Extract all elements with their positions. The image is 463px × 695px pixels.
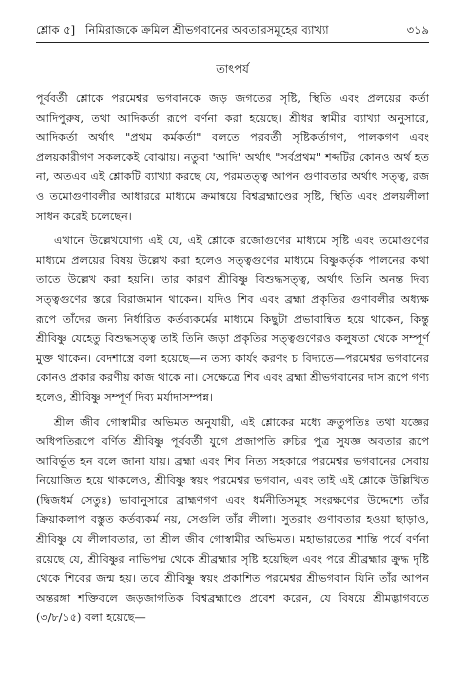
text-line: প্রভাবান্বিত হয়ে থাকেন, কিন্তু শ্রীবিষ্ণু যেহেতু বিশুদ্ধসত্ত্ব তাই তিনি জড়া প্রকৃতির [36, 312, 429, 346]
text-line: পূর্ববর্তী শ্লোকে পরমেশ্বর ভগবানকে জড় জগতের সৃষ্টি, স্থিতি এবং প্রলয়ের কর্তা [36, 92, 429, 105]
paragraph [36, 413, 429, 629]
text-line: এখানে উল্লেখযোগ্য এই যে, এই শ্লোকে রজোগুণের মাধ্যমে সৃষ্টি এবং [54, 234, 374, 248]
text-line: স্থিতি এবং প্রলয়লীলা সাধন করেই চলেছেন। [36, 189, 429, 223]
text-line: না। সেক্ষেত্রে শিব এবং ব্রহ্মা শ্রীভগবানের দাস রূপে গণ্য হলেও, শ্রীবিষ্ণু সম্পূর্ণ [36, 371, 430, 404]
paragraph [36, 231, 429, 407]
text-line: যজ্ঞের অধিপতিরূপে বর্ণিত শ্রীবিষ্ণু পূর্ববর্তী যুগে প্রজাপতি রুচির পুত্র সুযজ্ঞ [36, 415, 429, 449]
paragraph [36, 89, 429, 226]
text-line: পরমেশ্বর ভগবানের সেবায় নিয়োজিত হয়ে থাকলেও, শ্রীবিষ্ণু স্বয়ং পরমেশ্বর [36, 454, 429, 488]
text-line: আদিপুরুষ, তথা আদিকর্তা রূপে বর্ণনা করা হয়েছে। শ্রীধর স্বামীর ব্যাখ্যা অনুসারে, [36, 111, 429, 125]
text-line: তা শ্রীল জীব গোস্বামীর অভিমত। মহাভারতের শান্তি পর্বে বর্ণনা রয়েছে যে, [36, 533, 429, 566]
text-line: তমোগুণের মাধ্যমে প্রলয়ের বিষয় উল্লেখ করা হলেও সত্ত্বগুণের মাধ্যমে বিষ্ণুকর্তৃক [36, 234, 429, 267]
text-line: শ্রীবিষ্ণুর নাভিপদ্ম থেকে শ্রীব্রহ্মার সৃষ্টি হয়েছিল এবং পরে শ্রীব্রহ্মার ক্রুদ্ধ দৃষ্টি [87, 552, 429, 566]
text-line: থেকে শিবের জন্ম হয়। তবে শ্রীবিষ্ণু স্বয়ং প্রকাশিত পরমেশ্বর শ্রীভগবান যিনি [36, 572, 375, 586]
text-line: তিনি অনন্ত দিব্য সত্ত্বগুণের স্তরে বিরাজমান থাকেন। যদিও শিব এবং ব্রহ্মা [36, 273, 429, 306]
text-line: প্রকৃতির গুণাবলীর অধ্যক্ষ রূপে তাঁদের জন্য নির্ধারিত কর্তব্যকর্মের মাধ্যমে কিছুটা [36, 292, 429, 326]
purport-text [36, 89, 429, 628]
text-line: সেগুলি তাঁর লীলা। সুতরাং গুণাবতার হওয়া ছাড়াও, শ্রীবিষ্ণু যে লীলাবতার, [36, 513, 429, 547]
text-line: প্রলয়কারীগণ সকলকেই বোঝায়। নতুবা 'আদি' অর্থাৎ "সর্বপ্রথম" শব্দটির কোনও [36, 150, 390, 164]
text-line: অর্থাৎ সত্ত্ব, রজ ও তমোগুণাবলীর আধাররে মাধ্যমে ক্রমান্বয়ে বিশ্বব্রহ্মাণ্ডের সৃষ্টি, [36, 170, 430, 203]
header-rule [36, 42, 429, 43]
text-line: তাঁর আপন অন্তরঙ্গা শক্তিবলে জড়জাগতিক বিশ্বব্রহ্মাণ্ডে প্রবেশ করেন, যে বিষয়ে [36, 572, 429, 605]
chapter-title: নিমিরাজকে ক্রমিল শ্রীভগবানের অবতারসমূহের ব্যাখ্যা [85, 23, 329, 37]
running-header [36, 22, 429, 38]
text-line: শ্রীল জীব গোস্বামীর অভিমত অনুযায়ী, এই শ্লোকের মধ্যে ক্রতুপতিঃ তথা [54, 415, 395, 429]
verse-reference: শ্লোক ৫] [36, 23, 76, 37]
text-line: সত্ত্বগুণেরও কলুষতা থেকে সম্পূর্ণ মুক্ত থাকেন। বেদশাস্ত্রে বলা হয়েছে—ন তস্য [36, 332, 429, 365]
text-line: শ্রীমদ্ভাগবতে (৩/৮/১৫) বলা হয়েছে— [36, 591, 429, 625]
text-line: আদিকর্তা অর্থাৎ "প্রথম কর্মকর্তা" বলতে পরবর্তী সৃষ্টিকর্তাগণ, পালকগণ এবং [36, 131, 429, 145]
text-line: দিব্য মর্যাদাসম্পন্ন। [135, 390, 213, 404]
text-line: অবতার রূপে আবির্ভূত হন বলে জানা যায়। ব্রহ্মা এবং শিব নিত্য সহকারে [36, 435, 429, 468]
text-line: এবং ধর্মনীতিসমূহ সংরক্ষণের উদ্দেশ্যে তাঁর ক্রিয়াকলাপ বস্তুত কর্তব্যকর্ম নয়, [36, 493, 429, 527]
page-number: ৩১৯ [406, 23, 429, 37]
text-line: পালনের কথা তাতে উল্লেখ করা হয়নি। তার কারণ শ্রীবিষ্ণু বিশুদ্ধসত্ত্ব, অর্থাৎ [36, 253, 430, 287]
text-line: কার্যং করণং চ বিদ্যতে—পরমেশ্বর ভগবানের কোনও প্রকার করণীয় কাজ থাকে [36, 351, 429, 385]
text-line: ভগবান, এবং তাই এই শ্লোকে উল্লিখিত (দ্বিজধর্ম সেতুঃ) ভাবানুসারে ব্রাহ্মণগণ [36, 474, 430, 507]
section-heading: তাৎপর্য [216, 62, 249, 76]
text-line: অর্থ হত না, অতএব এই শ্লোকটি ব্যাখ্যা করছে যে, পরমতত্ত্ব আপন গুণাবতার [36, 150, 430, 184]
